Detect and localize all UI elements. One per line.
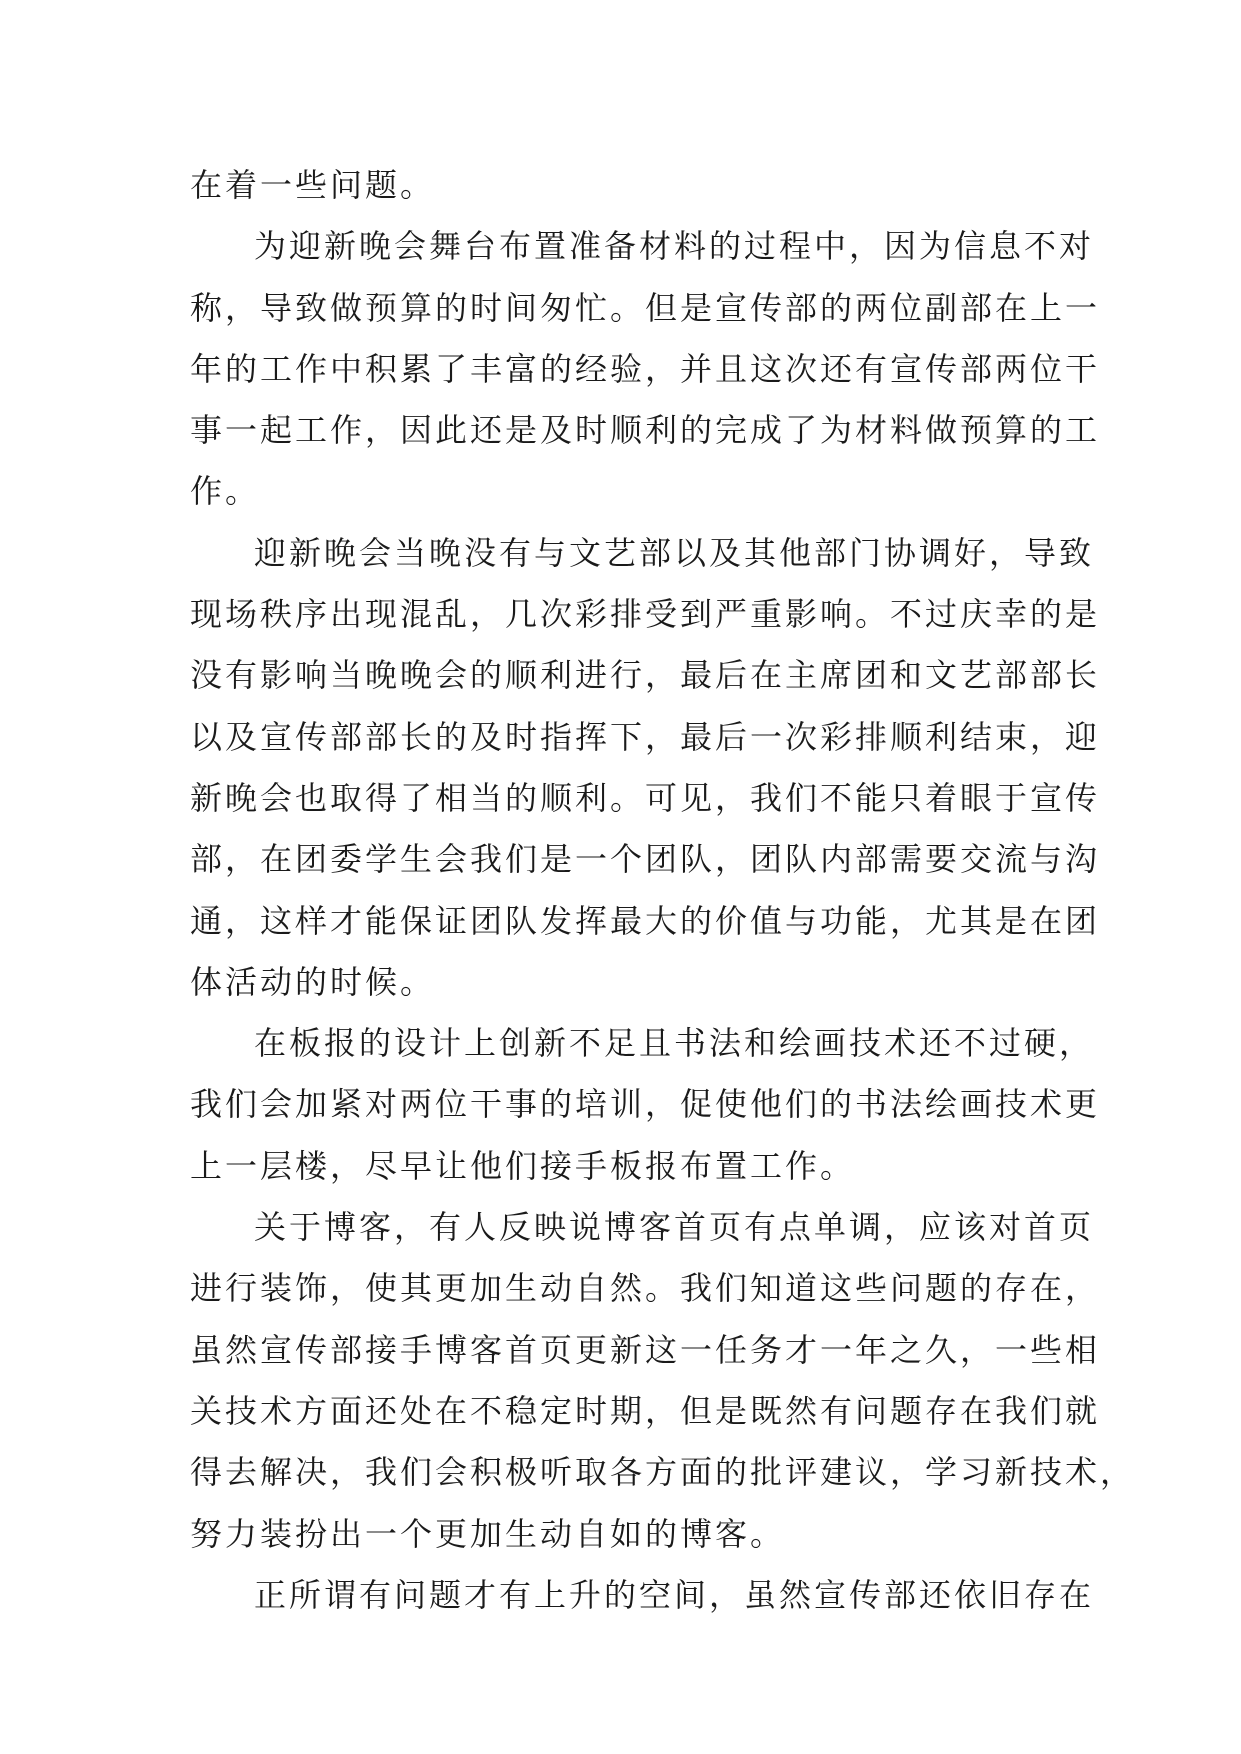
text-line: 我们会加紧对两位干事的培训，促使他们的书法绘画技术更 xyxy=(190,1085,1101,1124)
text-line: 以及宣传部部长的及时指挥下，最后一次彩排顺利结束，迎 xyxy=(190,717,1101,756)
document-body xyxy=(190,155,1136,1626)
text-line: 部，在团委学生会我们是一个团队，团队内部需要交流与沟 xyxy=(190,840,1101,879)
text-line: 努力装扮出一个更加生动自如的博客。 xyxy=(190,1514,786,1553)
text-line: 年的工作中积累了丰富的经验，并且这次还有宣传部两位干 xyxy=(190,349,1101,388)
text-line: 现场秩序出现混乱，几次彩排受到严重影响。不过庆幸的是 xyxy=(190,595,1101,634)
text-line: 得去解决，我们会积极听取各方面的批评建议，学习新技术， xyxy=(190,1453,1136,1492)
text-line: 事一起工作，因此还是及时顺利的完成了为材料做预算的工 xyxy=(190,411,1101,450)
paragraph-first-line: 正所谓有问题才有上升的空间，虽然宣传部还依旧存在 xyxy=(254,1575,1095,1614)
text-line: 称，导致做预算的时间匆忙。但是宣传部的两位副部在上一 xyxy=(190,288,1101,327)
text-line: 在着一些问题。 xyxy=(190,166,436,204)
paragraph-first-line: 为迎新晚会舞台布置准备材料的过程中，因为信息不对 xyxy=(254,227,1095,266)
text-line: 通，这样才能保证团队发挥最大的价值与功能，尤其是在团 xyxy=(190,901,1101,940)
paragraph-first-line: 在板报的设计上创新不足且书法和绘画技术还不过硬， xyxy=(254,1024,1095,1063)
text-line: 没有影响当晚晚会的顺利进行，最后在主席团和文艺部部长 xyxy=(190,656,1101,695)
text-line: 新晚会也取得了相当的顺利。可见，我们不能只着眼于宣传 xyxy=(190,778,1101,817)
paragraph-first-line: 关于博客，有人反映说博客首页有点单调，应该对首页 xyxy=(254,1208,1095,1247)
text-line: 进行装饰，使其更加生动自然。我们知道这些问题的存在， xyxy=(190,1269,1101,1308)
text-line: 作。 xyxy=(190,472,261,511)
text-line: 虽然宣传部接手博客首页更新这一任务才一年之久，一些相 xyxy=(190,1330,1101,1369)
text-line: 体活动的时候。 xyxy=(190,962,436,1001)
paragraph-first-line: 迎新晚会当晚没有与文艺部以及其他部门协调好，导致 xyxy=(254,533,1095,572)
text-line: 上一层楼，尽早让他们接手板报布置工作。 xyxy=(190,1146,856,1185)
text-line: 关技术方面还处在不稳定时期，但是既然有问题存在我们就 xyxy=(190,1391,1101,1430)
